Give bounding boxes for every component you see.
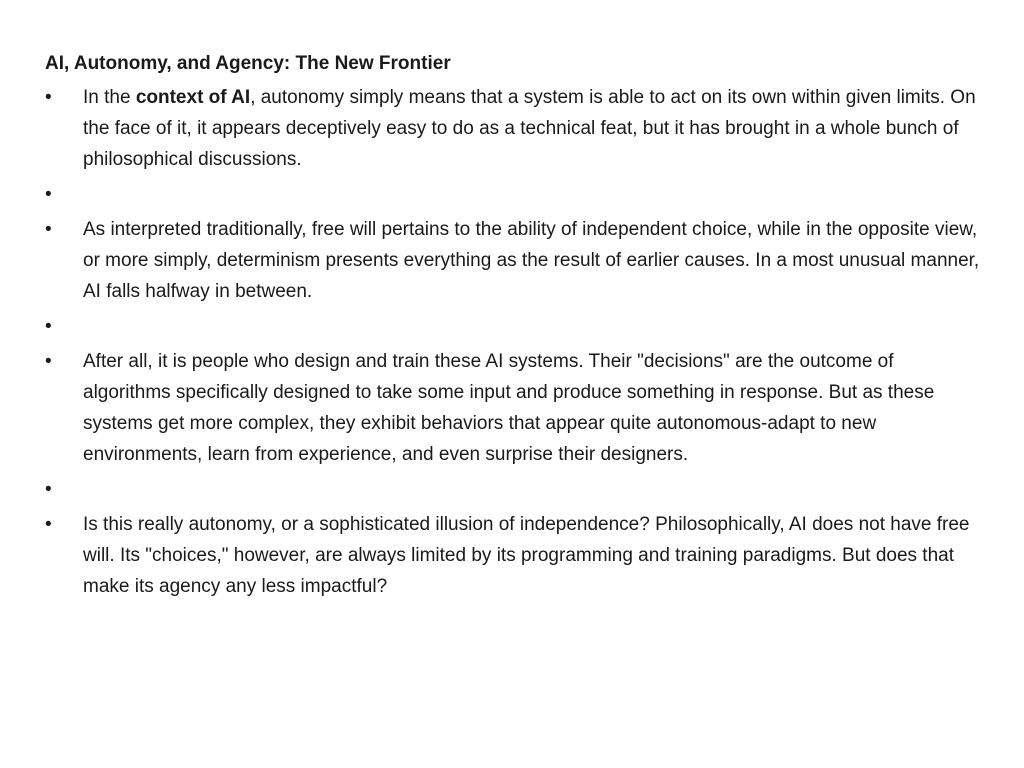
bullet-point-icon: •: [45, 479, 52, 500]
bullet-text-prefix: In the: [83, 87, 136, 108]
bullet-text-bold: context of AI: [135, 87, 251, 108]
bullet-point-icon: •: [45, 87, 52, 108]
bullet-point-icon: •: [45, 184, 52, 205]
bullet-point-icon: •: [45, 219, 52, 240]
bullet-text: , autonomy simply means that a system is able to act on its own within given limits. On the face of it, it appears deceptively easy to do as a technical feat, but it has brought in a whole bunch of philosophical discussions.: [83, 87, 976, 170]
bullet-item-empty: [45, 474, 980, 505]
bullet-point-icon: •: [45, 514, 52, 535]
bullet-point-icon: •: [45, 351, 52, 372]
bullet-item: [45, 214, 980, 307]
bullet-text: After all, it is people who design and train these AI systems. Their "decisions" are the outcome of algorithms specifically designed to take some input and produce something in response. But as these systems get more complex, they exhibit behaviors that appear quite autonomous-adapt to new environments, learn from experience, and even surprise their designers.: [83, 351, 935, 465]
bullet-list: [45, 82, 980, 602]
bullet-item: [45, 346, 980, 470]
bullet-text: Is this really autonomy, or a sophisticated illusion of independence? Philosophically, AI does not have free will. Its "choices," however, are always limited by its programming and training paradigms. But does that make its agency any less impactful?: [83, 514, 970, 597]
slide-content: [45, 50, 980, 606]
bullet-item: [45, 82, 980, 175]
bullet-item-empty: [45, 179, 980, 210]
bullet-text: As interpreted traditionally, free will pertains to the ability of independent choice, while in the opposite view, or more simply, determinism presents everything as the result of earlier causes. In a most unusual manner, AI falls halfway in between.: [83, 219, 980, 302]
bullet-item-empty: [45, 311, 980, 342]
bullet-point-icon: •: [45, 316, 52, 337]
slide-title: AI, Autonomy, and Agency: The New Frontier: [45, 53, 451, 74]
bullet-item: [45, 509, 980, 602]
